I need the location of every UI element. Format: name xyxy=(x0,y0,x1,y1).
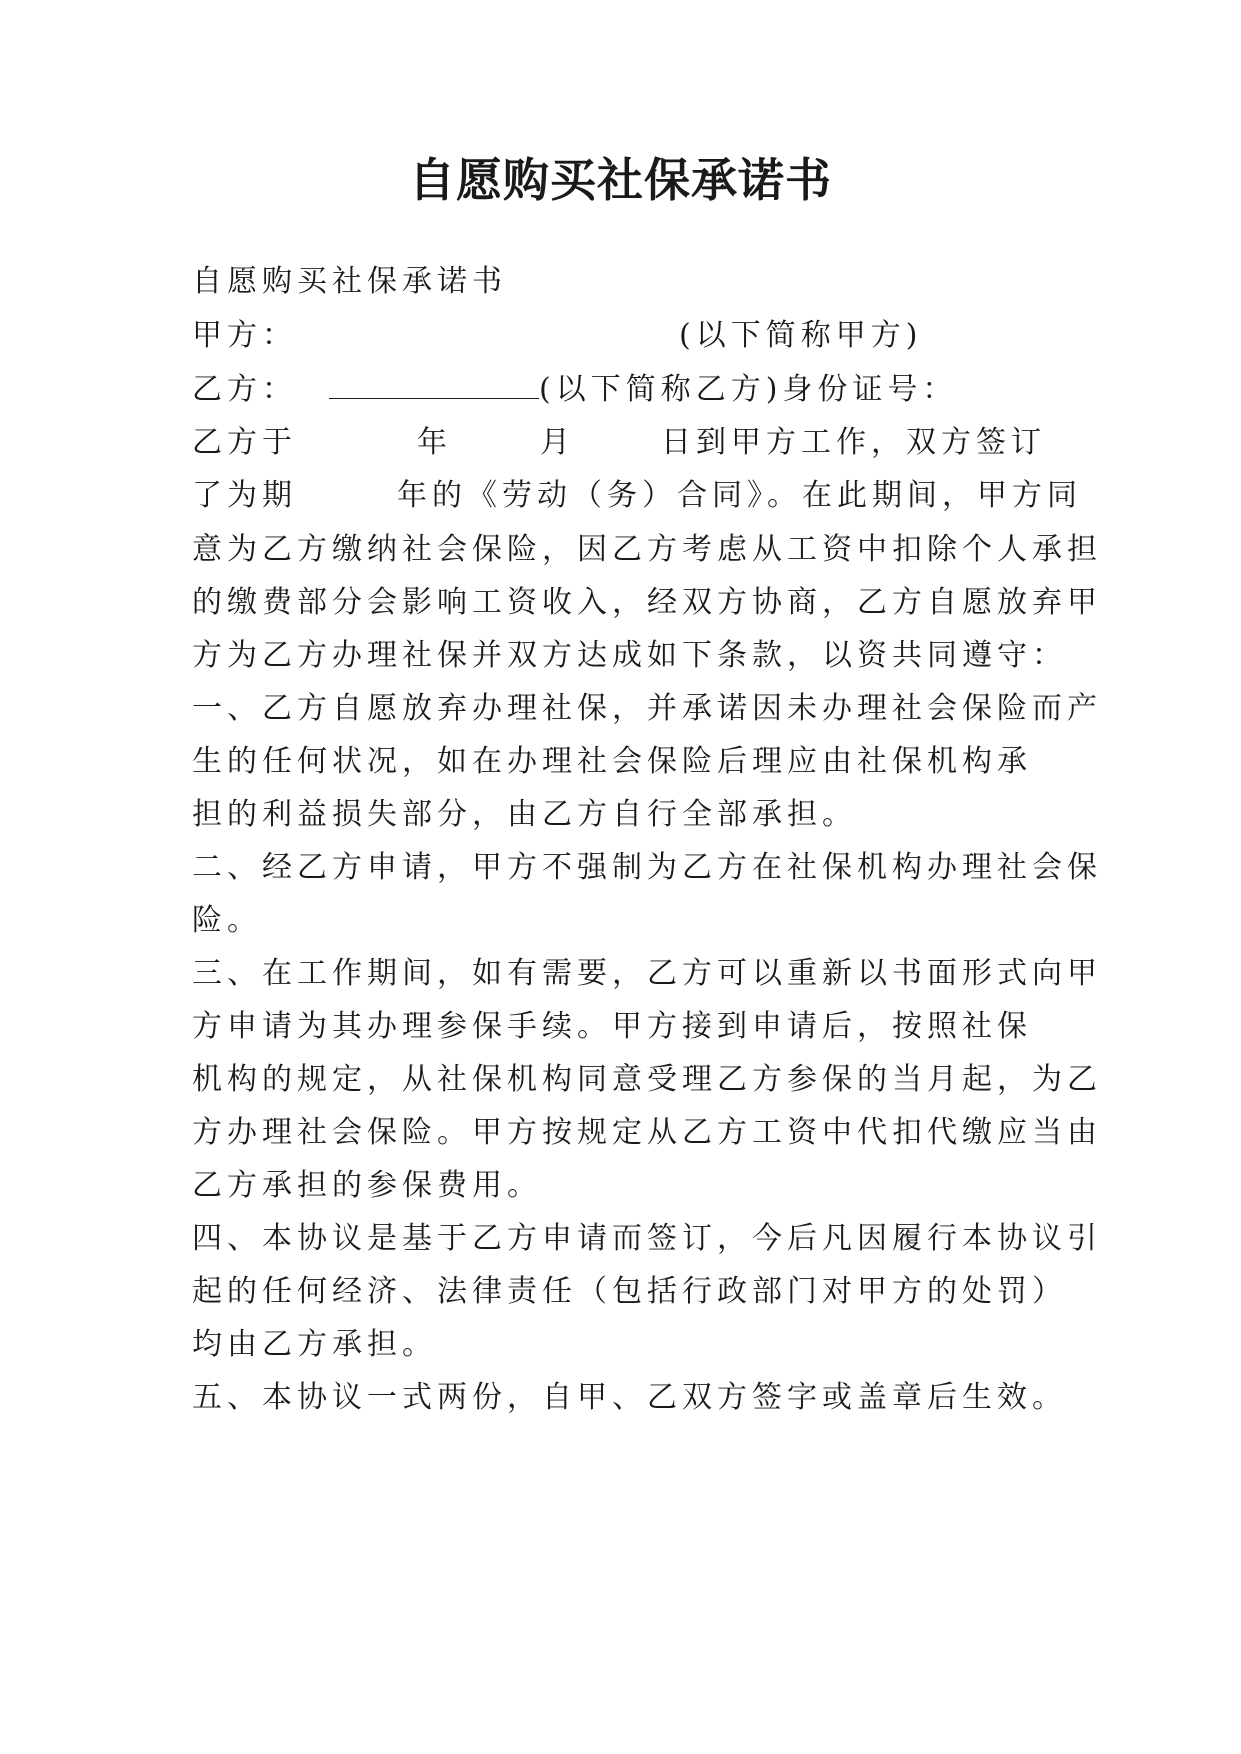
document-subtitle: 自愿购买社保承诺书 xyxy=(192,264,507,299)
clause-5-line: 五、本协议一式两份，自甲、乙双方签字或盖章后生效。 xyxy=(192,1380,1067,1415)
term-line-start: 了为期 xyxy=(192,478,297,513)
party-b-label: 乙方： xyxy=(192,372,297,407)
date-year-label: 年 xyxy=(417,425,452,460)
clause-1-line: 担的利益损失部分，由乙方自行全部承担。 xyxy=(192,797,857,832)
clause-1-line: 一、乙方自愿放弃办理社保，并承诺因未办理社会保险而产 xyxy=(192,691,1102,726)
body-line: 方为乙方办理社保并双方达成如下条款，以资共同遵守： xyxy=(192,638,1067,673)
date-line xyxy=(192,423,1046,463)
date-line-end: 日到甲方工作，双方签订 xyxy=(661,425,1046,460)
term-line xyxy=(192,476,1082,516)
clause-3-line: 乙方承担的参保费用。 xyxy=(192,1168,542,1203)
clause-3-line: 方办理社会保险。甲方按规定从乙方工资中代扣代缴应当由 xyxy=(192,1115,1102,1150)
body-line: 的缴费部分会影响工资收入，经双方协商，乙方自愿放弃甲 xyxy=(192,585,1102,620)
party-b-line xyxy=(192,370,957,410)
party-b-suffix: (以下简称乙方)身份证号： xyxy=(539,372,958,407)
document-title: 自愿购买社保承诺书 xyxy=(409,153,832,207)
clause-4-line: 均由乙方承担。 xyxy=(192,1327,437,1362)
party-a-label: 甲方： xyxy=(192,318,297,353)
clause-2-line: 险。 xyxy=(192,903,262,938)
clause-3-line: 机构的规定，从社保机构同意受理乙方参保的当月起，为乙 xyxy=(192,1062,1102,1097)
date-month-label: 月 xyxy=(540,425,575,460)
clause-2-line: 二、经乙方申请，甲方不强制为乙方在社保机构办理社会保 xyxy=(192,850,1102,885)
party-b-name-blank xyxy=(329,376,539,399)
party-a-line xyxy=(192,316,922,356)
term-line-end: 年的《劳动（务）合同》。在此期间，甲方同 xyxy=(397,478,1082,513)
clause-4-line: 四、本协议是基于乙方申请而签订，今后凡因履行本协议引 xyxy=(192,1221,1102,1256)
clause-3-line: 三、在工作期间，如有需要，乙方可以重新以书面形式向甲 xyxy=(192,956,1102,991)
body-line: 意为乙方缴纳社会保险，因乙方考虑从工资中扣除个人承担 xyxy=(192,532,1102,567)
date-line-start: 乙方于 xyxy=(192,425,297,460)
clause-4-line: 起的任何经济、法律责任（包括行政部门对甲方的处罚） xyxy=(192,1274,1067,1309)
party-a-suffix: (以下简称甲方) xyxy=(679,318,923,353)
clause-3-line: 方申请为其办理参保手续。甲方接到申请后，按照社保 xyxy=(192,1009,1032,1044)
clause-1-line: 生的任何状况，如在办理社会保险后理应由社保机构承 xyxy=(192,744,1032,779)
